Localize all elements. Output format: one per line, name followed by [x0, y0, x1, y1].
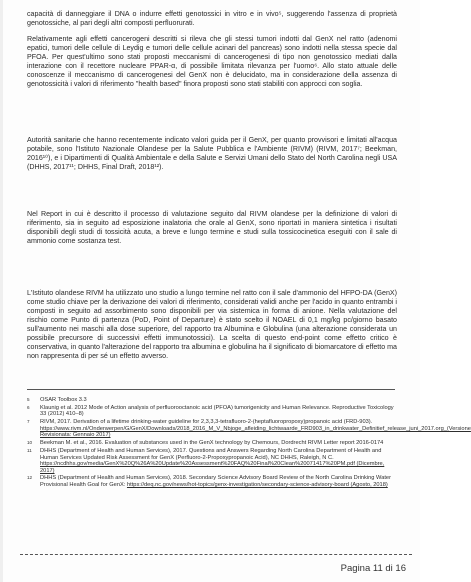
footnote-number: 6 [27, 404, 30, 410]
footnote-link[interactable]: https://www.rivm.nl/Onderwerpen/G/GenX/Downloads/2018_2016_M_V_Nbjoge_afleiding_lichtwaarde_FRD903_in_drinkwater_Definitief_release_juni_2017.org_(Versione Revisionata: Gennaio 2017) [40, 425, 471, 439]
footnote-10 [27, 440, 395, 447]
bottom-divider [20, 554, 412, 555]
footnotes-section [27, 389, 471, 490]
paragraph-health-authorities: Autorità sanitarie che hanno recentemente indicato valori guida per il GenX, per quanto provvisori e limitati all'acqua potabile, sono l'Istituto Nazionale Olandese per la Salute Pubblica e l'Ambiente (RIVM) (RIVM, 2017⁷; Beekman, 2016¹⁰), e i Dipartimenti di Qualità Ambientale e della Salute e Servizi Umani dello Stato del North Carolina negli USA (DHHS, 2017¹¹; DHHS, Final Draft, 2018¹²). [27, 136, 397, 172]
scan-edge-shadow [0, 0, 3, 582]
paragraph-carcinogenic-effects: Relativamente agli effetti cancerogeni descritti si rileva che gli stessi tumori indotti dal GenX nel ratto (adenomi epatici, tumori delle cellule di Leydig e tumori delle cellule acinari del pancreas) sono indotti nella stessa specie dal PFOA. Per quest'ultimo sono stati proposti meccanismi di cancerogenesi di tipo non genotossico mediati dalla interazione con il recettore nucleare PPAR-α, di possibile limitata rilevanza per l'uomo⁶. Allo stato attuale delle conoscenze il meccanismo di cancerogenesi del GenX non è delucidato, ma in considerazione della assenza di genotossicità i valori di riferimento "health based" finora proposti sono stati stabiliti con approcci con soglia. [27, 35, 397, 89]
footnote-number: 10 [27, 440, 33, 446]
footnote-text: RIVM, 2017. Derivation of a lifetime drinking-water guideline for 2,3,3,3-tetrafluoro-2-(heptafluoropropoxy)propanoic acid (FRD-903). [40, 419, 373, 426]
paragraph-genotoxicity-tail: capacità di danneggiare il DNA o indurre effetti genotossici in vitro e in vivo⁵, suggerendo l'assenza di proprietà genotossiche, al pari degli altri composti perfluorurati. [27, 10, 397, 28]
footnote-text: OSAR Toolbox 3.3 [40, 397, 87, 403]
footnote-text: DHHS (Department of Health and Human Services), 2017. Questions and Answers Regarding North Carolina Department of Health and Human Services Updated Risk Assessment for GenX (Perfluoro-2-Propoxypropanoic Acid), NC DHHS, Raleigh, N C. [40, 447, 382, 461]
footnote-7 [27, 419, 471, 439]
page-number: Pagina 11 di 16 [340, 563, 406, 574]
paragraph-rivm-report: Nel Report in cui è descritto il processo di valutazione seguito dal RIVM olandese per la definizione di valori di riferimento, sia in seguito ad esposizione inalatoria che orale al GenX, sono riportati in maniera sintetica i risultati disponibili degli studi di tossicità acuta, a breve e lungo termine e studi sulla tossicocinetica eseguiti con il sale di ammonio come sostanza test. [27, 210, 397, 246]
paragraph-rivm-study: L'Istituto olandese RIVM ha utilizzato uno studio a lungo termine nel ratto con il sale d'ammonio del HFPO-DA (GenX) come studio chiave per la derivazione dei valori di riferimento, considerati validi anche per l'acido in quanto entrambi i composti in seguito ad assorbimento sono disponibili per via sistemica in forma di anione. Nella valutazione del rischio come Punto di partenza (PoD, Point of Departure) è stato scelto il NOAEL di 0,1 mg/kg pc/giorno basato sull'aumento nei maschi alla dose superiore, del rapporto tra Albumina e Globulina (una alterazione considerata un possibile precursore di successivi effetti immunotossici). La scelta di questo end-point come effetto critico è conservativa, in quanto l'alterazione del rapporto tra albumina e globulina ha il significato di biomarcatore di effetto ma non rappresenta di per sé un effetto avverso. [27, 289, 397, 361]
footnote-6 [27, 405, 395, 418]
footnote-text: Klaunig et al. 2012 Mode of Action analysis of perfluorooctanoic acid (PFOA) tumorigenicity and Human Relevance. Reproductive Toxicology 33 (2012) 410–8) [40, 404, 394, 418]
footnote-number: 5 [27, 397, 30, 402]
footnote-12 [27, 475, 395, 488]
footnote-5 [27, 397, 395, 404]
footnote-number: 11 [27, 447, 32, 453]
footnote-link[interactable]: https://deq.nc.gov/news/hot-topics/genx-investigation/secondary-science-advisory-board (Agosto, 2018) [126, 482, 388, 489]
footnote-number: 12 [27, 475, 33, 481]
footnote-text: DHHS (Department of Health and Human Services), 2018. Secondary Science Advisory Board Review of the North Carolina Drinking Water Provisional Health Goal for GenX: [40, 475, 391, 489]
footnote-link[interactable]: https://ncdhhs.gov/media/GenX%20Q%26A%20Update%20Assessment%20FAQ%20Final%20Clean%20071417%20PM.pdf (Dicembre, 2017) [40, 461, 385, 474]
footnote-number: 7 [27, 419, 30, 425]
footnote-text: Beekman M. et al., 2016. Evaluation of substances used in the GenX technology by Chemours, Dordrecht RIVM Letter report 2016-0174 [40, 440, 384, 447]
footnote-11 [27, 448, 395, 474]
